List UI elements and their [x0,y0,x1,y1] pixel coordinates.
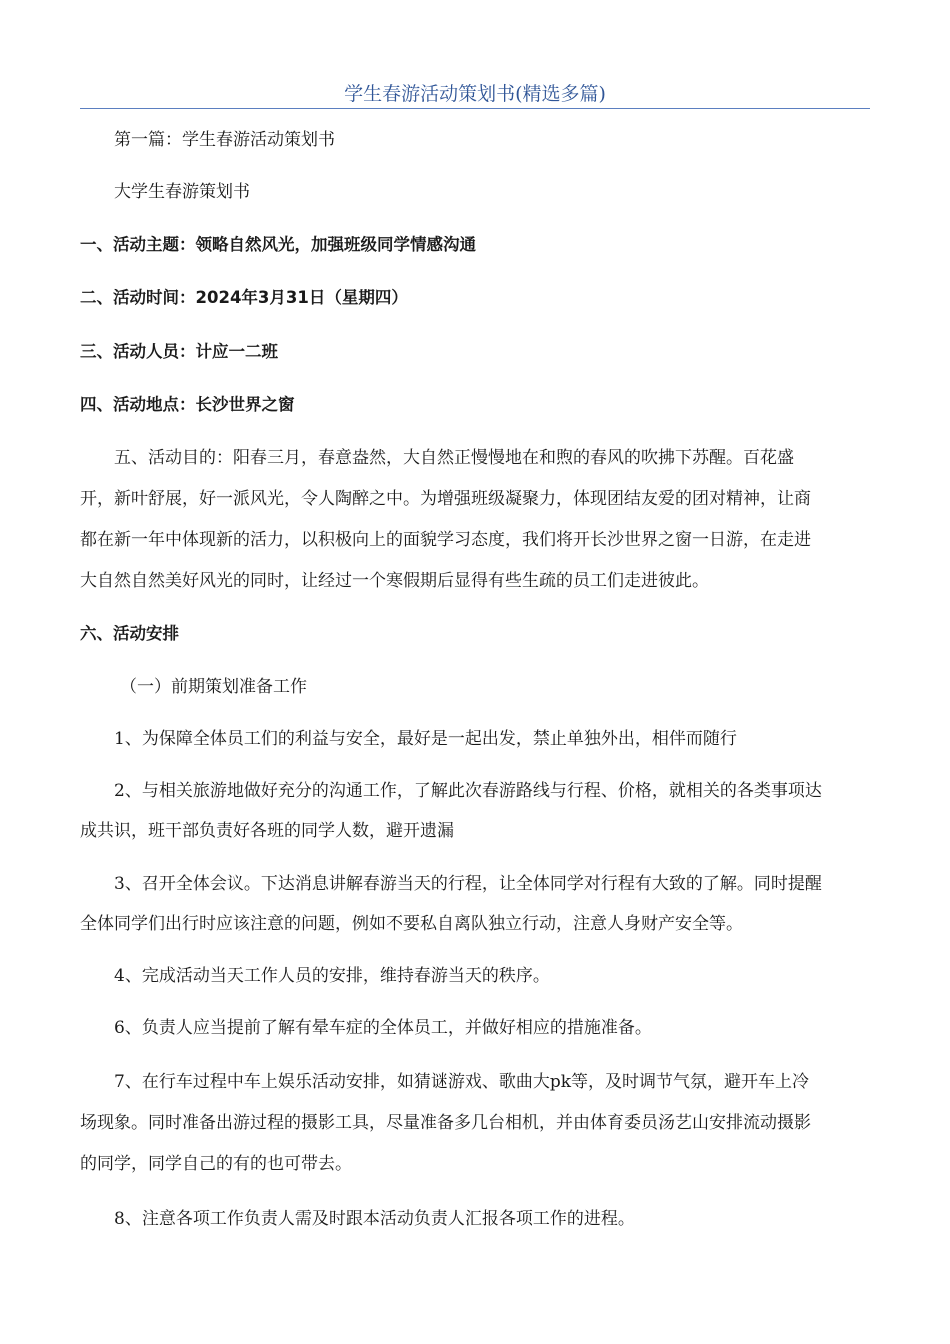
section-location: 四、活动地点：长沙世界之窗 [80,395,295,414]
section-arrangement: 六、活动安排 [80,624,179,643]
section-purpose [80,446,870,593]
header-divider [80,108,870,109]
paragraph-line: 大自然自然美好风光的同时，让经过一个寒假期后显得有些生疏的员工们走进彼此。 [80,571,709,591]
subsection-preparation: （一）前期策划准备工作 [120,677,307,697]
paragraph-line: 全体同学们出行时应该注意的问题，例如不要私自离队独立行动，注意人身财产安全等。 [80,914,743,934]
list-item-2 [80,779,870,843]
list-item-1: 1、为保障全体员工们的利益与安全，最好是一起出发，禁止单独外出，相伴而随行 [114,729,737,749]
paragraph-line: 都在新一年中体现新的活力，以积极向上的面貌学习态度，我们将开长沙世界之窗一日游，在走进 [80,530,811,550]
paragraph-line: 2、与相关旅游地做好充分的沟通工作，了解此次春游路线与行程、价格，就相关的各类事项达 [114,781,822,801]
paragraph-line: 场现象。同时准备出游过程的摄影工具，尽量准备多几台相机，并由体育委员汤艺山安排流动摄影 [80,1113,811,1133]
list-item-8: 8、注意各项工作负责人需及时跟本活动负责人汇报各项工作的进程。 [114,1209,635,1229]
list-item-4: 4、完成活动当天工作人员的安排，维持春游当天的秩序。 [114,966,550,986]
paragraph-line: 开，新叶舒展，好一派风光，令人陶醉之中。为增强班级凝聚力，体现团结友爱的团对精神，让商 [80,489,811,509]
paragraph-line: 的同学，同学自己的有的也可带去。 [80,1154,352,1174]
paragraph-line: 3、召开全体会议。下达消息讲解春游当天的行程，让全体同学对行程有大致的了解。同时提醒 [114,874,822,894]
list-item-6: 6、负责人应当提前了解有晕车症的全体员工，并做好相应的措施准备。 [114,1018,652,1038]
part-heading: 第一篇：学生春游活动策划书 [114,130,335,150]
document-subtitle: 大学生春游策划书 [114,182,250,202]
list-item-7 [80,1070,870,1176]
paragraph-line: 五、活动目的：阳春三月，春意盎然，大自然正慢慢地在和煦的春风的吹拂下苏醒。百花盛 [114,448,794,468]
paragraph-line: 成共识，班干部负责好各班的同学人数，避开遗漏 [80,821,454,841]
section-theme: 一、活动主题：领略自然风光，加强班级同学情感沟通 [80,235,476,254]
section-time: 二、活动时间：2024年3月31日（星期四） [80,288,408,307]
header-title: 学生春游活动策划书(精选多篇) [344,83,606,105]
paragraph-line: 7、在行车过程中车上娱乐活动安排，如猜谜游戏、歌曲大pk等，及时调节气氛，避开车上冷 [114,1072,809,1092]
list-item-3 [80,872,870,936]
section-participants: 三、活动人员：计应一二班 [80,342,278,361]
